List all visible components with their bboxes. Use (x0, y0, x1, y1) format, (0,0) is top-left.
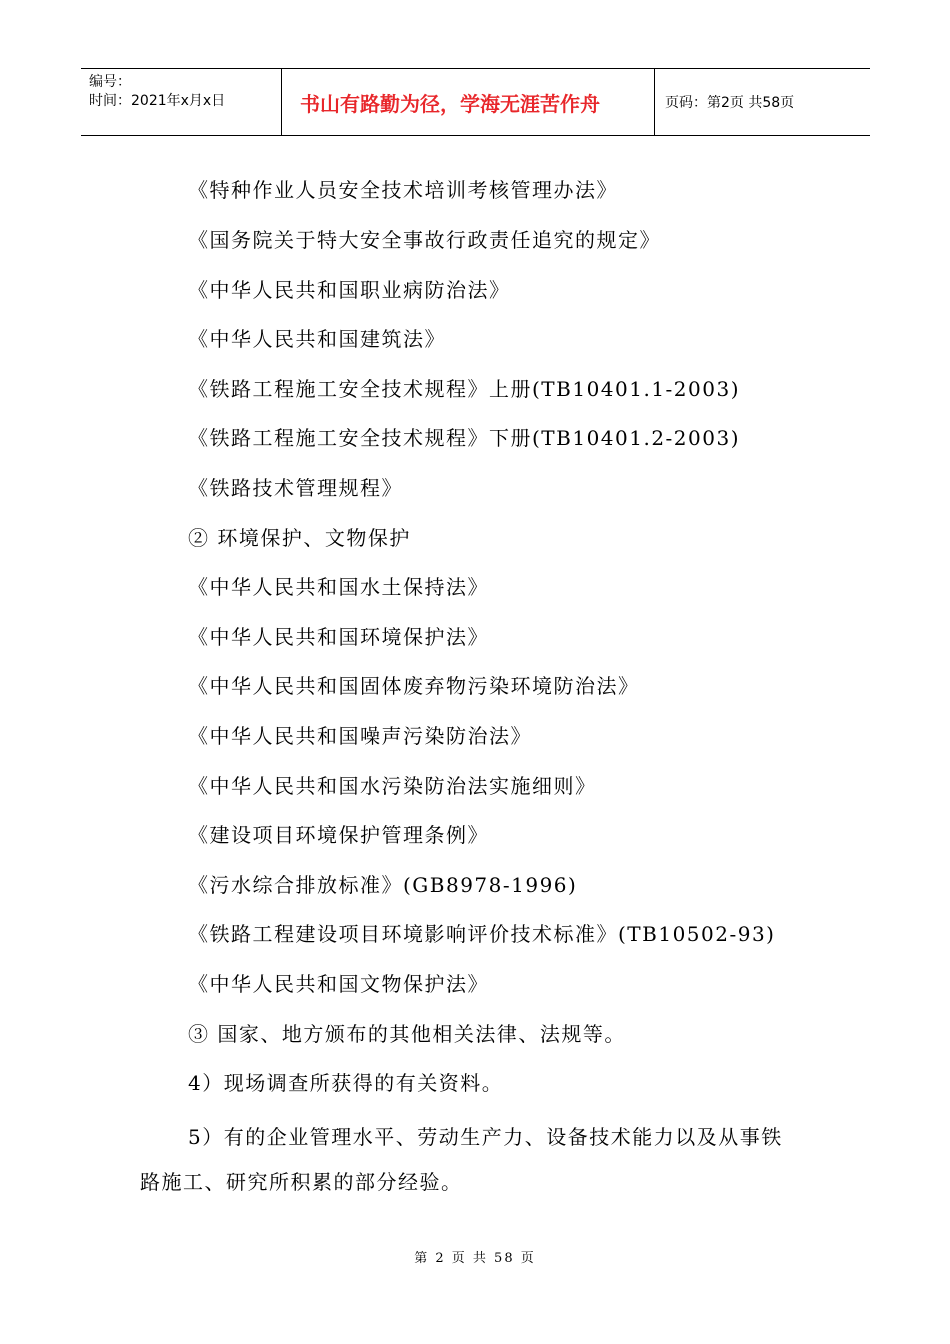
body-line: 《特种作业人员安全技术培训考核管理办法》 (188, 178, 618, 202)
section-heading: ② 环境保护、文物保护 (188, 526, 411, 550)
body-line: 《铁路工程施工安全技术规程》下册(TB10401.2-2003) (188, 426, 741, 450)
body-line: 《中华人民共和国噪声污染防治法》 (188, 724, 532, 748)
page-footer: 第 2 页 共 58 页 (414, 1251, 536, 1266)
body-line: 4）现场调查所获得的有关资料。 (188, 1071, 504, 1095)
header-motto: 书山有路勤为径，学海无涯苦作舟 (282, 69, 655, 135)
doc-number-label: 编号： (89, 74, 131, 90)
body-line: 《中华人民共和国水土保持法》 (188, 575, 489, 599)
body-line: 《铁路工程建设项目环境影响评价技术标准》(TB10502-93) (188, 922, 776, 946)
body-line: 《污水综合排放标准》(GB8978-1996) (188, 873, 578, 897)
body-line: 《铁路工程施工安全技术规程》上册(TB10401.1-2003) (188, 377, 741, 401)
body-line: 《国务院关于特大安全事故行政责任追究的规定》 (188, 228, 661, 252)
body-line: 《中华人民共和国水污染防治法实施细则》 (188, 774, 597, 798)
body-line: 《中华人民共和国职业病防治法》 (188, 278, 511, 302)
body-line: 路施工、研究所积累的部分经验。 (140, 1170, 463, 1194)
header-page-info: 页码：第2页 共58页 (665, 95, 795, 111)
body-line: 《中华人民共和国文物保护法》 (188, 972, 489, 996)
body-line: 《建设项目环境保护管理条例》 (188, 823, 489, 847)
body-line: 《铁路技术管理规程》 (188, 476, 403, 500)
body-line: 5）有的企业管理水平、劳动生产力、设备技术能力以及从事铁 (188, 1125, 783, 1149)
header-meta (81, 69, 282, 135)
section-heading: ③ 国家、地方颁布的其他相关法律、法规等。 (188, 1022, 626, 1046)
body-line: 《中华人民共和国建筑法》 (188, 327, 446, 351)
body-line: 《中华人民共和国固体废弃物污染环境防治法》 (188, 674, 640, 698)
page-header (81, 68, 870, 136)
body-line: 《中华人民共和国环境保护法》 (188, 625, 489, 649)
doc-time-label: 时间：2021年x月x日 (89, 93, 226, 109)
